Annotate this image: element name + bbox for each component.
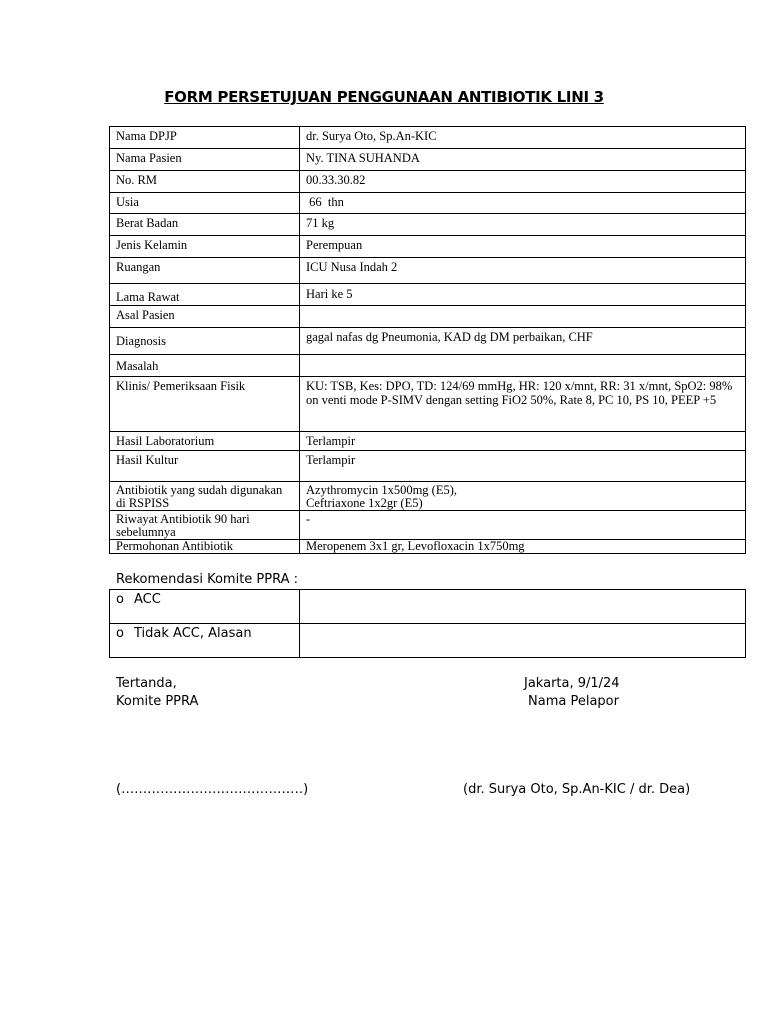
row-value: 71 kg — [300, 214, 746, 236]
table-row — [110, 236, 746, 258]
option-tidak-acc-reason[interactable] — [300, 624, 746, 658]
table-row — [110, 624, 746, 658]
row-label: Antibiotik yang sudah digunakan di RSPISS — [110, 482, 300, 511]
row-value: Meropenem 3x1 gr, Levofloxacin 1x750mg — [300, 540, 746, 554]
row-value — [300, 355, 746, 377]
row-label: No. RM — [110, 171, 300, 193]
row-label: Klinis/ Pemeriksaan Fisik — [110, 377, 300, 432]
table-row — [110, 171, 746, 193]
signature-left-heading: Tertanda, — [116, 676, 177, 691]
row-value: Hari ke 5 — [300, 284, 746, 306]
table-row — [110, 193, 746, 214]
row-value: Terlampir — [300, 432, 746, 451]
row-value: KU: TSB, Kes: DPO, TD: 124/69 mmHg, HR: 120 x/mnt, RR: 31 x/mnt, SpO2: 98% on venti mode P-SIMV dengan setting FiO2 50%, Rate 8, PC 10, PS 10, PEEP +5 — [300, 377, 746, 432]
patient-info-table — [109, 126, 746, 554]
option-label: Tidak ACC, Alasan — [134, 626, 252, 641]
rekomendasi-label: Rekomendasi Komite PPRA : — [116, 572, 299, 587]
bullet-icon: o — [116, 626, 124, 641]
table-row — [110, 482, 746, 511]
option-acc[interactable] — [110, 590, 300, 624]
row-value — [300, 482, 746, 511]
row-value: Ny. TINA SUHANDA — [300, 149, 746, 171]
row-label: Nama DPJP — [110, 127, 300, 149]
row-label: Berat Badan — [110, 214, 300, 236]
row-label: Masalah — [110, 355, 300, 377]
row-value: gagal nafas dg Pneumonia, KAD dg DM perbaikan, CHF — [300, 328, 746, 355]
signature-right-place-date: Jakarta, 9/1/24 — [524, 676, 620, 691]
signature-right-name: (dr. Surya Oto, Sp.An-KIC / dr. Dea) — [463, 782, 691, 797]
row-value — [300, 306, 746, 328]
table-row — [110, 355, 746, 377]
table-row — [110, 328, 746, 355]
table-row — [110, 432, 746, 451]
row-label: Hasil Kultur — [110, 451, 300, 482]
rekomendasi-table — [109, 589, 746, 658]
row-label: Nama Pasien — [110, 149, 300, 171]
bullet-icon: o — [116, 592, 124, 607]
value-line: Ceftriaxone 1x2gr (E5) — [306, 496, 423, 510]
table-row — [110, 214, 746, 236]
row-label: Jenis Kelamin — [110, 236, 300, 258]
row-label: Diagnosis — [110, 328, 300, 355]
row-label: Lama Rawat — [110, 284, 300, 306]
value-line: Azythromycin 1x500mg (E5), — [306, 483, 458, 497]
row-value: dr. Surya Oto, Sp.An-KIC — [300, 127, 746, 149]
row-label: Ruangan — [110, 258, 300, 284]
table-row — [110, 377, 746, 432]
row-label: Permohonan Antibiotik — [110, 540, 300, 554]
row-label: Hasil Laboratorium — [110, 432, 300, 451]
table-row — [110, 306, 746, 328]
row-value: ICU Nusa Indah 2 — [300, 258, 746, 284]
table-row — [110, 590, 746, 624]
row-value: 66 thn — [300, 193, 746, 214]
row-value: 00.33.30.82 — [300, 171, 746, 193]
row-value: - — [300, 511, 746, 540]
signature-left-role: Komite PPRA — [116, 694, 199, 709]
form-title: FORM PERSETUJUAN PENGGUNAAN ANTIBIOTIK LINI 3 — [164, 88, 604, 106]
option-tidak-acc[interactable] — [110, 624, 300, 658]
option-acc-notes[interactable] — [300, 590, 746, 624]
table-row — [110, 511, 746, 540]
row-value: Perempuan — [300, 236, 746, 258]
table-row — [110, 127, 746, 149]
table-row — [110, 284, 746, 306]
option-label: ACC — [134, 592, 161, 607]
row-label: Usia — [110, 193, 300, 214]
table-row — [110, 540, 746, 554]
row-label: Asal Pasien — [110, 306, 300, 328]
signature-right-role: Nama Pelapor — [528, 694, 619, 709]
row-label: Riwayat Antibiotik 90 hari sebelumnya — [110, 511, 300, 540]
table-row — [110, 451, 746, 482]
table-row — [110, 149, 746, 171]
signature-left-blank: (……………………………………) — [116, 782, 309, 797]
table-row — [110, 258, 746, 284]
row-value: Terlampir — [300, 451, 746, 482]
